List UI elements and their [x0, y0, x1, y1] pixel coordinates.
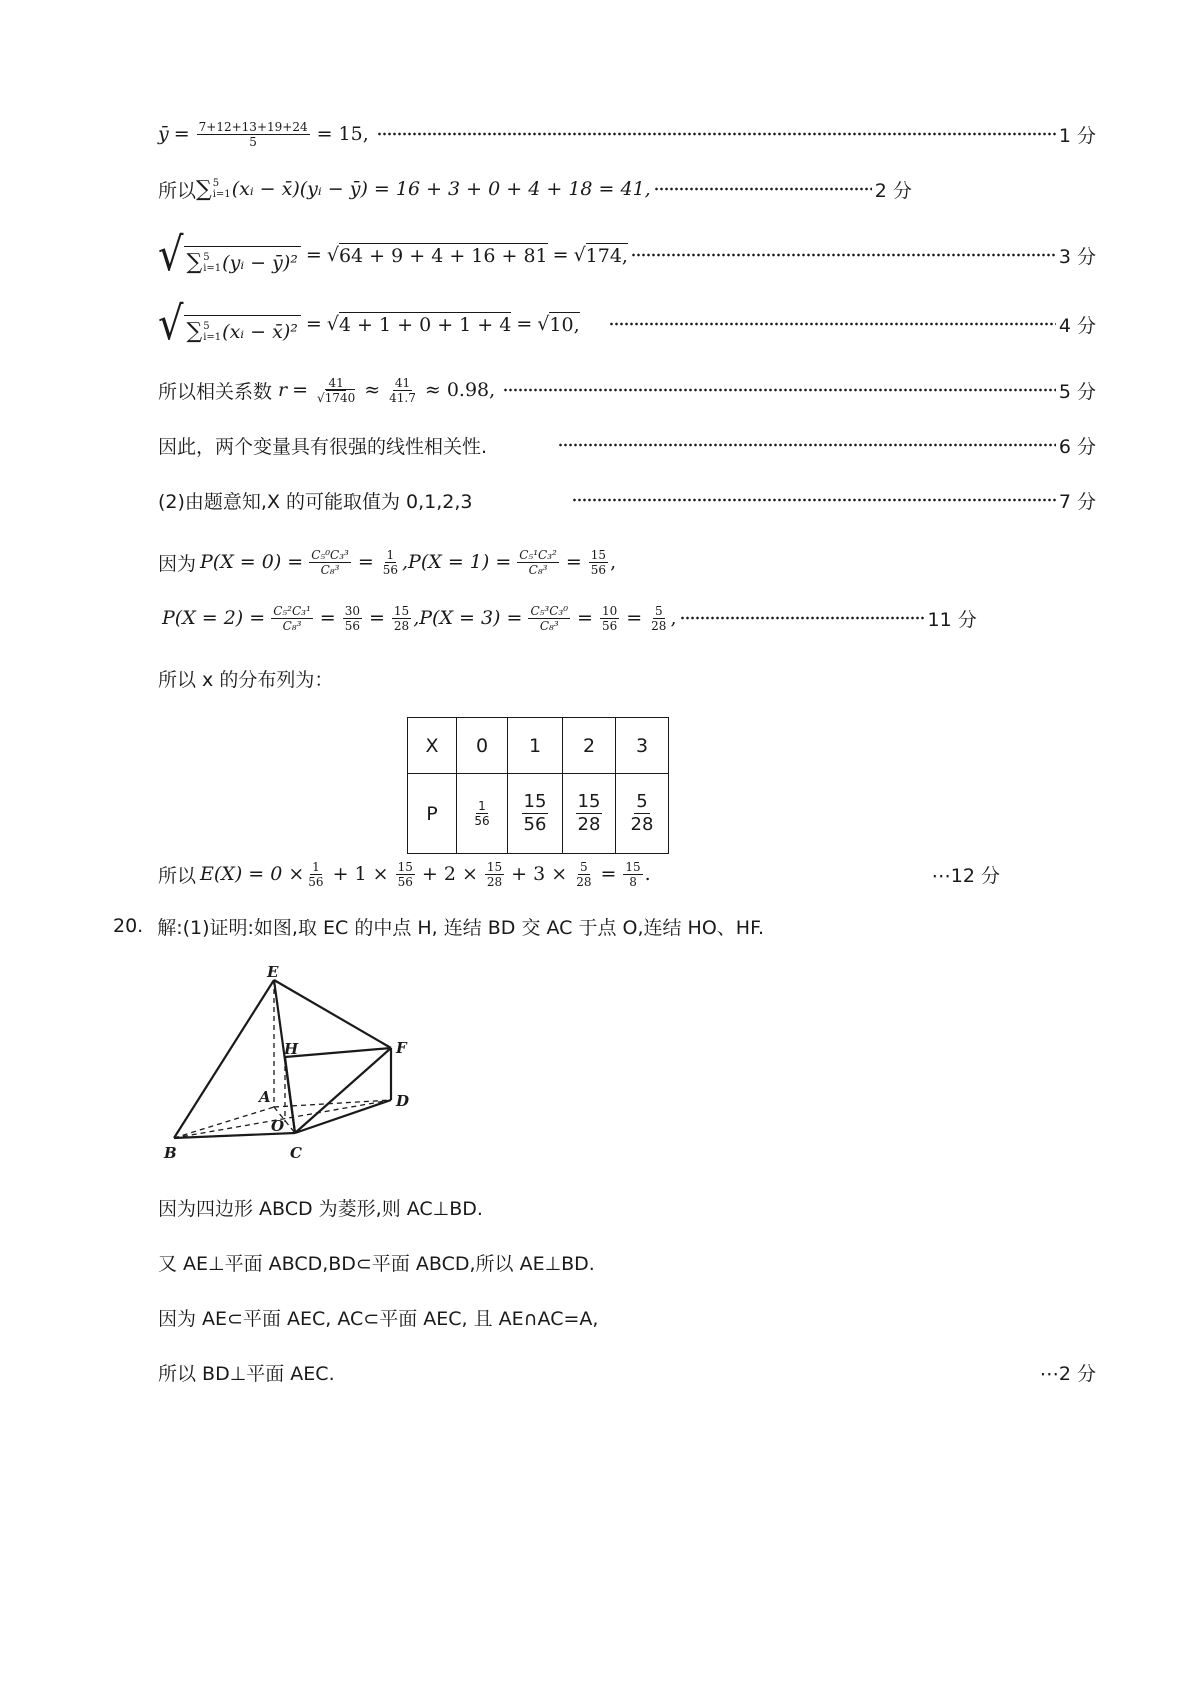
sigma-symbol: ∑ — [196, 176, 212, 202]
label-A: A — [259, 1088, 271, 1106]
sqrt-result: 174, — [585, 245, 628, 267]
conclusion-text: 因此，两个变量具有很强的线性相关性. — [158, 435, 488, 458]
line-part2 — [158, 478, 1096, 522]
numerator: 7+12+13+19+24 — [198, 119, 308, 134]
expectation-label: E(X) = 0 × — [200, 863, 305, 885]
fraction: $\frac{30}{56}$ — [344, 603, 360, 633]
sum-bounds — [213, 178, 231, 200]
sqrt-x-expr — [158, 297, 301, 351]
part2-text: (2)由题意知,X 的可能取值为 0,1,2,3 — [158, 490, 473, 513]
dot-leader — [558, 443, 1056, 447]
numerator: 41 — [394, 375, 411, 390]
proof-line-3 — [158, 1295, 1096, 1339]
line-covariance — [158, 167, 1096, 211]
fraction: $\frac{5}{28}$ — [630, 791, 654, 835]
line-prob-23: P(X = 2) = $\frac{\text{C₅²C₃¹}}{\text{C₈³}}$ = $\frac{30}{56}$ = $\frac{15}{28}$ ,P(X = 3) = $\frac{\text{C₅³C₃⁰}}{\text{C₈³}}$ = $\frac{10}{56}$ = $\frac{5}{28}$ , 11 分 — [162, 603, 977, 633]
dot-leader — [631, 253, 1056, 257]
line-sqrt-y: √ ∑ 5 i=1 (yᵢ − ȳ)² = √ 64 + 9 + 4 + 16 + 81 = √ 174, 3 分 — [158, 228, 1096, 282]
table-cell — [457, 774, 508, 854]
line-prob-01: 因为 P(X = 0) = $\frac{\text{C₅⁰C₃³}}{\text{C₈³}}$ = $\frac{1}{56}$ ,P(X = 1) = $\frac{\text{C₅¹C₃²}}{\text{C₈³}}$ = $\frac{15}{56}$ , — [158, 547, 617, 577]
proof-line-1 — [158, 1185, 1096, 1229]
sum-lower: i=1 — [212, 189, 231, 200]
approx-result: ≈ 0.98, — [424, 379, 496, 401]
covariance-expr: (xᵢ − x̄)(yᵢ − ȳ) = 16 + 3 + 0 + 4 + 18 = 41, — [231, 178, 651, 200]
equals: = — [305, 244, 322, 266]
period: . — [644, 863, 651, 885]
ybar-fraction — [197, 120, 310, 149]
ybar-symbol: ȳ — [158, 123, 169, 145]
equals: = — [552, 244, 569, 266]
fraction: $\frac{\text{C₅¹C₃²}}{\text{C₈³}}$ — [519, 547, 557, 577]
fraction: $\frac{1}{56}$ — [474, 799, 490, 828]
label-O: O — [271, 1117, 285, 1135]
label-E: E — [267, 963, 279, 981]
fraction: $\frac{\text{C₅³C₃⁰}}{\text{C₈³}}$ — [530, 603, 569, 633]
dot-leader — [572, 498, 1056, 502]
dot-leader — [680, 616, 925, 620]
fraction: $\frac{15}{28}$ — [577, 791, 601, 835]
fraction: $\frac{10}{56}$ — [601, 603, 618, 633]
question-number: 20. — [113, 915, 144, 937]
equals: = — [305, 313, 322, 335]
radicand-inner: (yᵢ − ȳ)² — [222, 251, 298, 274]
table-row — [408, 718, 669, 774]
table-cell: 1 — [508, 718, 563, 774]
sum-bounds: 5 i=1 — [203, 320, 222, 343]
fraction: $\frac{5}{28}$ — [651, 603, 667, 633]
fraction: $\frac{15}{56}$ — [397, 859, 413, 889]
line-ybar — [158, 112, 1096, 156]
operator: + 1 × — [332, 863, 389, 885]
table-cell — [508, 774, 563, 854]
comma: , — [610, 551, 617, 573]
denominator: 5 — [249, 134, 257, 149]
line-sqrt-x: √ ∑ 5 i=1 (xᵢ − x̄)² = √ 4 + 1 + 0 + 1 + 4 = √ 10, 4 分 — [158, 297, 1096, 351]
sigma-symbol: ∑ — [186, 250, 203, 275]
line-prefix: 所以 — [158, 179, 197, 202]
table-cell: 0 — [457, 718, 508, 774]
approx: ≈ — [364, 379, 381, 401]
p2-label: P(X = 2) = — [162, 607, 266, 629]
fraction: $\frac{\text{C₅⁰C₃³}}{\text{C₈³}}$ — [311, 547, 349, 577]
table-cell — [616, 774, 669, 854]
radical-symbol: √ — [158, 228, 184, 282]
proof-text: 因为 AE⊂平面 AEC, AC⊂平面 AEC, 且 AE∩AC=A, — [158, 1307, 599, 1330]
radicand-inner: (xᵢ − x̄)² — [222, 320, 298, 343]
label-B: B — [164, 1144, 177, 1162]
sigma-symbol: ∑ — [186, 319, 203, 344]
question-text: 解:(1)证明:如图,取 EC 的中点 H, 连结 BD 交 AC 于点 O,连结 HO、HF. — [157, 916, 765, 939]
dot-leader — [654, 187, 872, 191]
fraction: $\frac{1}{56}$ — [382, 547, 399, 577]
operator: + 3 × — [511, 863, 568, 885]
score-mark: 2 分 — [874, 179, 912, 202]
table-cell — [563, 774, 616, 854]
proof-text: 又 AE⊥平面 ABCD,BD⊂平面 ABCD,所以 AE⊥BD. — [158, 1252, 595, 1275]
label-F: F — [396, 1039, 407, 1057]
dot-leader — [503, 388, 1056, 392]
sqrt-y-expr — [158, 228, 301, 282]
proof-line-4 — [158, 1350, 1096, 1394]
score-mark: ⋯2 分 — [1039, 1362, 1096, 1385]
line-prefix: 因为 — [158, 552, 197, 575]
radicand — [184, 315, 301, 344]
fraction — [387, 376, 418, 405]
equals: = — [516, 313, 533, 335]
operator: + 2 × — [421, 863, 478, 885]
score-mark: ⋯12 分 — [931, 864, 1000, 887]
table-cell: P — [408, 774, 457, 854]
proof-line-2 — [158, 1240, 1096, 1284]
denominator: √1740 — [317, 390, 356, 405]
radical-symbol: √ — [158, 297, 184, 351]
label-D: D — [396, 1092, 410, 1110]
line-expectation — [158, 848, 1096, 900]
proof-text: 因为四边形 ABCD 为菱形,则 AC⊥BD. — [158, 1197, 483, 1220]
line-prefix: 所以相关系数 — [158, 380, 273, 403]
dot-leader — [609, 322, 1056, 326]
p1-label: ,P(X = 1) = — [402, 551, 512, 573]
sqrt-sum: 4 + 1 + 0 + 1 + 4 — [338, 314, 512, 336]
fraction: $\frac{\text{C₅²C₃¹}}{\text{C₈³}}$ — [273, 603, 311, 633]
score-mark: 7 分 — [1058, 490, 1096, 513]
label-H: H — [284, 1040, 299, 1058]
fraction: $\frac{15}{56}$ — [590, 547, 607, 577]
score-mark: 4 分 — [1058, 314, 1096, 337]
fraction: $\frac{15}{8}$ — [625, 859, 641, 889]
line-prefix: 所以 — [158, 864, 197, 887]
dist-intro-text: 所以 x 的分布列为： — [158, 668, 334, 691]
numerator: 41 — [328, 375, 344, 390]
p3-label: ,P(X = 3) = — [413, 607, 523, 629]
r-symbol: r — [278, 379, 288, 401]
comma: , — [670, 607, 677, 629]
table-cell: X — [408, 718, 457, 774]
fraction — [315, 376, 357, 405]
line-conclusion — [158, 423, 1096, 467]
equals: = — [173, 123, 190, 145]
result: = 15, — [316, 123, 369, 145]
ybar-formula — [158, 120, 374, 149]
distribution-table — [407, 717, 669, 854]
score-mark: 3 分 — [1058, 245, 1096, 268]
line-dist-intro — [158, 656, 1096, 700]
sum-bounds: 5 i=1 — [203, 251, 222, 274]
score-mark: 11 分 — [927, 608, 977, 631]
sqrt-result: 10, — [549, 314, 580, 336]
table-cell: 2 — [563, 718, 616, 774]
table-cell: 3 — [616, 718, 669, 774]
geometry-figure — [158, 962, 428, 1176]
denominator: 41.7 — [389, 390, 416, 405]
fraction: $\frac{1}{56}$ — [308, 859, 324, 889]
fraction: $\frac{15}{56}$ — [523, 791, 547, 835]
label-C: C — [290, 1144, 302, 1162]
fraction: $\frac{15}{28}$ — [486, 859, 503, 889]
p0-label: P(X = 0) = — [200, 551, 304, 573]
table-row — [408, 774, 669, 854]
polyhedron-diagram — [158, 962, 428, 1172]
dot-leader — [377, 132, 1056, 136]
fraction: $\frac{15}{28}$ — [393, 603, 410, 633]
equals: = — [292, 379, 309, 401]
line-q20 — [113, 904, 1093, 948]
score-mark: 5 分 — [1058, 380, 1096, 403]
sqrt-sum: 64 + 9 + 4 + 16 + 81 — [338, 245, 548, 267]
equals: = — [600, 863, 617, 885]
fraction: $\frac{5}{28}$ — [576, 859, 592, 889]
radicand — [184, 246, 301, 275]
score-mark: 6 分 — [1058, 435, 1096, 458]
score-mark: 1 分 — [1058, 124, 1096, 147]
line-correlation — [158, 364, 1096, 416]
sum-upper: 5 — [212, 178, 220, 189]
proof-text: 所以 BD⊥平面 AEC. — [158, 1362, 335, 1385]
